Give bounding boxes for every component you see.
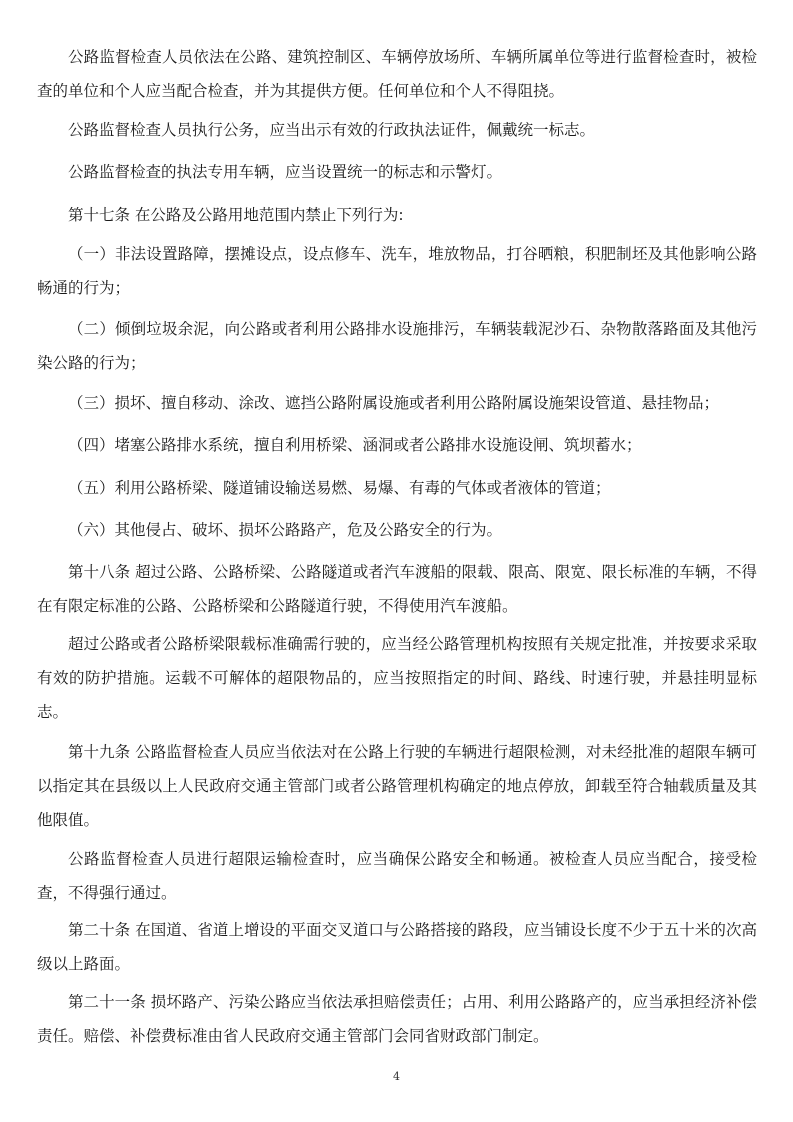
article-17-item-3: （三）损坏、擅自移动、涂改、遮挡公路附属设施或者利用公路附属设施架设管道、悬挂物品； — [68, 394, 720, 412]
page-number: 4 — [393, 1070, 400, 1083]
article-17-item-4: （四）堵塞公路排水系统，擅自利用桥梁、涵洞或者公路排水设施设闸、筑坝蓄水； — [68, 436, 642, 454]
paragraph-overload-inspection: 公路监督检查人员进行超限运输检查时，应当确保公路安全和畅通。被检查人员应当配合，接受检查，不得强行通过。 — [37, 850, 757, 902]
article-18: 第十八条 超过公路、公路桥梁、公路隧道或者汽车渡船的限载、限高、限宽、限长标准的车辆，不得在有限定标准的公路、公路桥梁和公路隧道行驶，不得使用汽车渡船。 — [37, 563, 757, 615]
paragraph-inspector-credentials: 公路监督检查人员执行公务，应当出示有效的行政执法证件，佩戴统一标志。 — [68, 121, 596, 139]
article-21: 第二十一条 损坏路产、污染公路应当依法承担赔偿责任；占用、利用公路路产的，应当承担经济补偿责任。赔偿、补偿费标准由省人民政府交通主管部门会同省财政部门制定。 — [37, 993, 757, 1045]
paragraph-overload-permit: 超过公路或者公路桥梁限载标准确需行驶的，应当经公路管理机构按照有关规定批准，并按要求采取有效的防护措施。运载不可解体的超限物品的，应当按照指定的时间、路线、时速行驶，并悬挂明显标志。 — [37, 635, 757, 721]
article-19: 第十九条 公路监督检查人员应当依法对在公路上行驶的车辆进行超限检测，对未经批准的超限车辆可以指定其在县级以上人民政府交通主管部门或者公路管理机构确定的地点停放，卸载至符合轴载质量及其他限值。 — [37, 743, 757, 829]
paragraph-enforcement-vehicles: 公路监督检查的执法专用车辆，应当设置统一的标志和示警灯。 — [68, 163, 503, 181]
article-17-item-5: （五）利用公路桥梁、隧道铺设输送易燃、易爆、有毒的气体或者液体的管道； — [68, 479, 611, 497]
article-17-item-6: （六）其他侵占、破坏、损坏公路路产，危及公路安全的行为。 — [68, 521, 503, 539]
paragraph-inspection-cooperation: 公路监督检查人员依法在公路、建筑控制区、车辆停放场所、车辆所属单位等进行监督检查时，被检查的单位和个人应当配合检查，并为其提供方便。任何单位和个人不得阻挠。 — [37, 48, 757, 100]
article-17-heading: 第十七条 在公路及公路用地范围内禁止下列行为: — [68, 206, 404, 224]
article-20: 第二十条 在国道、省道上增设的平面交叉道口与公路搭接的路段，应当铺设长度不少于五十米的次高级以上路面。 — [37, 921, 757, 973]
article-17-item-2: （二）倾倒垃圾余泥，向公路或者利用公路排水设施排污，车辆装载泥沙石、杂物散落路面及其他污染公路的行为； — [37, 320, 757, 372]
article-17-item-1: （一）非法设置路障，摆摊设点，设点修车、洗车，堆放物品，打谷晒粮，积肥制坯及其他影响公路畅通的行为； — [37, 245, 757, 297]
